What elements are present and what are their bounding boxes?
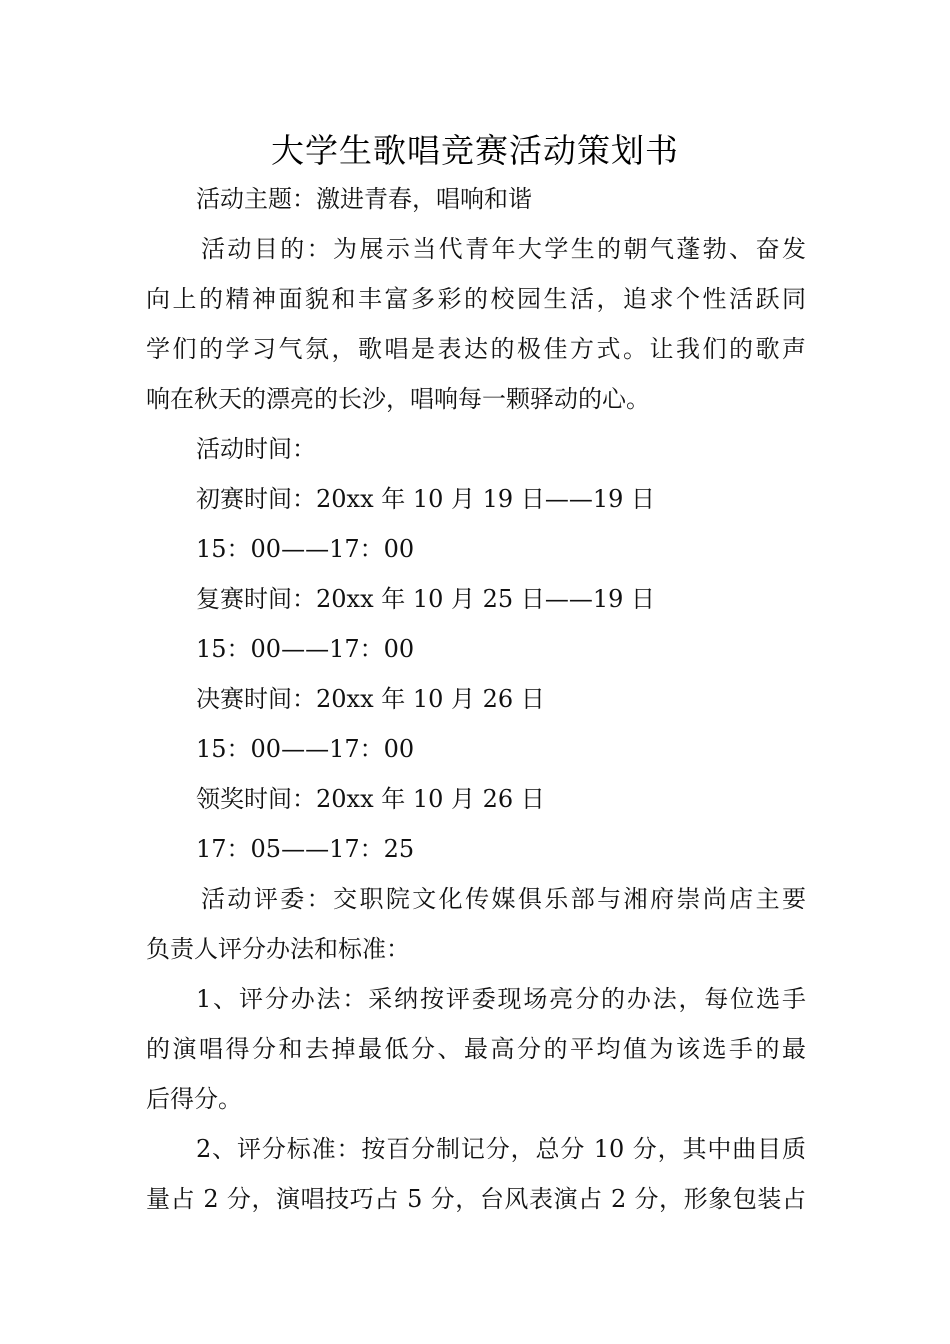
final-date: 决赛时间：20xx 年 10 月 26 日 xyxy=(196,685,545,713)
purpose-line-1: 活动目的：为展示当代青年大学生的朝气蓬勃、奋发 xyxy=(201,235,806,263)
scoring-standard-line-2: 量占 2 分，演唱技巧占 5 分，台风表演占 2 分，形象包装占 xyxy=(146,1185,806,1213)
award-date: 领奖时间：20xx 年 10 月 26 日 xyxy=(196,785,545,813)
time-heading: 活动时间： xyxy=(196,435,316,463)
semifinal-time: 15：00——17：00 xyxy=(196,635,415,663)
award-time: 17：05——17：25 xyxy=(196,835,415,863)
judges-line-2: 负责人评分办法和标准： xyxy=(146,935,410,963)
scoring-method-line-2: 的演唱得分和去掉最低分、最高分的平均值为该选手的最 xyxy=(146,1035,806,1063)
scoring-standard-line-1: 2、评分标准：按百分制记分，总分 10 分，其中曲目质 xyxy=(196,1135,806,1163)
final-time: 15：00——17：00 xyxy=(196,735,415,763)
document-title: 大学生歌唱竞赛活动策划书 xyxy=(271,131,679,170)
scoring-method-line-1: 1、评分办法：采纳按评委现场亮分的办法，每位选手 xyxy=(196,985,806,1013)
semifinal-date: 复赛时间：20xx 年 10 月 25 日——19 日 xyxy=(196,585,655,613)
purpose-line-3: 学们的学习气氛，歌唱是表达的极佳方式。让我们的歌声 xyxy=(146,335,806,363)
prelim-date: 初赛时间：20xx 年 10 月 19 日——19 日 xyxy=(196,485,655,513)
judges-line-1: 活动评委：交职院文化传媒俱乐部与湘府崇尚店主要 xyxy=(201,885,806,913)
theme-line: 活动主题：激进青春，唱响和谐 xyxy=(196,185,532,213)
prelim-time: 15：00——17：00 xyxy=(196,535,415,563)
purpose-line-2: 向上的精神面貌和丰富多彩的校园生活，追求个性活跃同 xyxy=(146,285,806,313)
scoring-method-line-3: 后得分。 xyxy=(146,1085,242,1113)
purpose-line-4: 响在秋天的漂亮的长沙，唱响每一颗驿动的心。 xyxy=(146,385,650,413)
